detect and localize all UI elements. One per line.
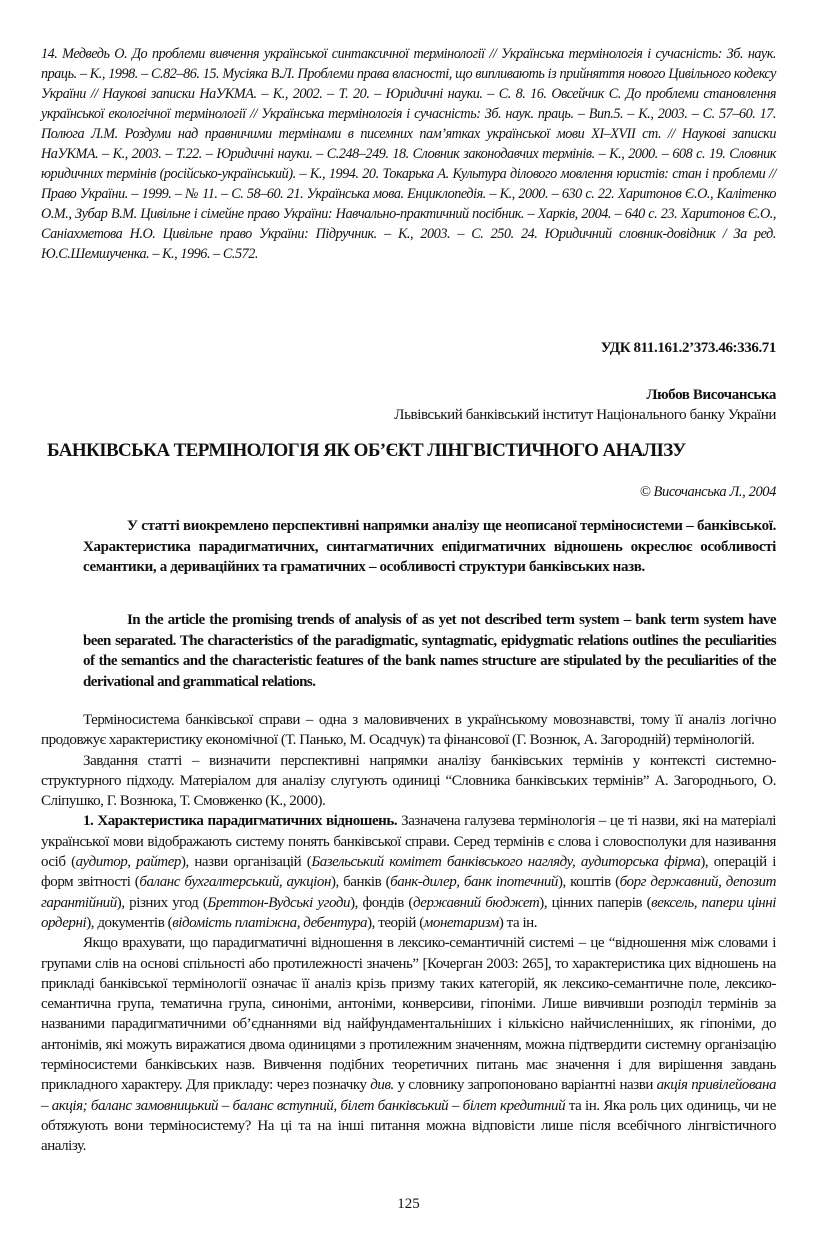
body-paragraph-1: Терміносистема банківської справи – одна з маловивчених в українському мовознавстві, тому її аналіз логічно продовжує характеристику економічної (Т. Панько, М. Осадчук) та фінансової (Г. Вознюк, А. Загородній) термінологій.	[41, 712, 776, 749]
term-example: державний бюджет	[412, 894, 540, 911]
article-title: БАНКІВСЬКА ТЕРМІНОЛОГІЯ ЯК ОБ’ЄКТ ЛІНГВІСТИЧНОГО АНАЛІЗУ	[47, 440, 686, 461]
abstract-ukrainian: У статті виокремлено перспективні напрямки аналізу ще неописаної терміносистеми – банківської. Характеристика парадигматичних, синтагматичних епідигматичних відношень окреслює особливості семантики, а дериваційних та граматичних – особливості структури банківських назв.	[83, 518, 776, 575]
term-example: див.	[370, 1077, 394, 1094]
page-number: 125	[397, 1196, 420, 1212]
term-example: Базельський комітет банківського нагляду, аудиторська фірма	[311, 854, 701, 871]
abstract-english: In the article the promising trends of analysis of as yet not described term system – bank term system have been separated. The characteristics of the paradigmatic, syntagmatic, epidygmatic relations outlines the peculiarities of the semantics and the characteristic features of the bank names structure are stipulated by the peculiarities of the derivational and grammatical relations.	[83, 612, 776, 690]
term-example: акція привілейована – акція; баланс замовницький – баланс вступний, білет банківський – білет кредитний	[41, 1077, 776, 1114]
term-example: відомість платіжна, дебентура	[172, 914, 368, 931]
term-example: банк-дилер, банк іпотечний	[390, 874, 558, 891]
author-affiliation: Львівський банківський інститут Національного банку України	[394, 407, 776, 423]
term-example: борг державний, депозит гарантійний	[41, 874, 776, 911]
section-heading: 1. Характеристика парадигматичних відношень.	[83, 813, 398, 830]
udk-code: УДК 811.161.2’373.46:336.71	[600, 340, 776, 356]
body-paragraph-3: 1. Характеристика парадигматичних відношень. Зазначена галузева термінологія – це ті назви, які на матеріалі української мови відображають систему понять банківської справи. Серед термінів є слова і словосполуки для називання осіб (аудитор, райтер), назви організацій (Базельський комітет банківського нагляду, аудиторська фірма), операцій і форм звітності (баланс бухгалтерський, аукціон), банків (банк-дилер, банк іпотечний), коштів (борг державний, депозит гарантійний), різних угод (Бреттон-Вудські угоди), фондів (державний бюджет), цінних паперів (вексель, папери цінні ордерні), документів (відомість платіжна, дебентура), теорій (монетаризм) та ін.	[41, 813, 777, 931]
body-paragraph-2: Завдання статті – визначити перспективні напрямки аналізу банківських термінів у контексті системно-структурного підходу. Матеріалом для аналізу слугують одиниці “Словника банківських термінів” А. Загороднього, О. Сліпушко, Г. Вознюка, Т. Смовженко (К., 2000).	[41, 752, 776, 810]
copyright-line: © Височанська Л., 2004	[639, 484, 776, 500]
term-example: вексель, папери цінні ордерні	[41, 894, 777, 931]
term-example: Бреттон-Вудські угоди	[207, 894, 351, 911]
body-paragraph-4: Якщо врахувати, що парадигматичні відношення в лексико-семантичній системі – це “відношення між словами і групами слів на основі спільності або протилежності значень” [Кочерган 2003: 265], то характеристика цих відношень на прикладі банківської термінології означає її аналіз крізь призму таких категорій, як лексико-семантичне поле, лексико-семантична група, тематична група, синоніми, антоніми, конверсиви, гіпоніми. Лише вивчивши розподіл термінів за названими парадигматичними об’єднаннями від найфундаментальніших і кількісно найчисленніших, як гіпоніми, до антонімів, які можуть виражатися двома одиницями з протилежним значенням, можна підтвердити системну організацію терміносистеми банківських назв. Вивчення подібних теоретичних питань має значення і для вирішення завдань прикладного характеру. Для прикладу: через позначку див. у словнику запропоновано варіантні назви акція привілейована – акція; баланс замовницький – баланс вступний, білет банківський – білет кредитний та ін. Яка роль цих одиниць, чи не обтяжують вони терміносистему? На ці та на інші питання можна відповісти лише після всебічного лінгвістичного аналізу.	[41, 935, 776, 1155]
term-example: аудитор, райтер	[75, 854, 181, 871]
author-name: Любов Височанська	[646, 387, 776, 403]
article-body	[41, 710, 776, 1157]
author-block	[394, 385, 776, 425]
term-example: монетаризм	[423, 914, 499, 931]
references-list: 14. Медведь О. До проблеми вивчення української синтаксичної термінології // Українська термінологія і сучасність: Зб. наук. праць. – К., 1998. – С.82–86. 15. Мусіяка В.Л. Проблеми права власності, що випливають із прийняття нового Цивільного кодексу України // Наукові записки НаУКМА. – К., 2002. – Т. 20. – Юридичні науки. – С. 8. 16. Овсейчик С. До проблеми становлення української екологічної термінології // Українська термінологія і сучасність: Зб. наук. праць. – Вип.5. – К., 2003. – С. 57–60. 17. Полюга Л.М. Роздуми над правничими термінами в писемних пам’ятках української мови XI–XVII ст. // Наукові записки НаУКМА. – К., 2003. – Т.22. – Юридичні науки. – С.248–249. 18. Словник законодавчих термінів. – К., 2000. – 608 с. 19. Словник юридичних термінів (російсько-український). – К., 1994. 20. Токарька А. Культура ділового мовлення юристів: стан і проблеми // Право України. – 1999. – № 11. – С. 58–60. 21. Українська мова. Енциклопедія. – К., 2000. – 630 с. 22. Харитонов Є.О., Калітенко О.М., Зубар В.М. Цивільне і сімейне право України: Навчально-практичний посібник. – Харків, 2004. – 640 с. 23. Харитонов Є.О., Саніахметова Н.О. Цивільне право України: Підручник. – К., 2003. – С. 250. 24. Юридичний словник-довідник / За ред. Ю.С.Шемшученка. – К., 1996. – С.572.	[41, 46, 776, 262]
term-example: баланс бухгалтерський, аукціон	[139, 874, 331, 891]
